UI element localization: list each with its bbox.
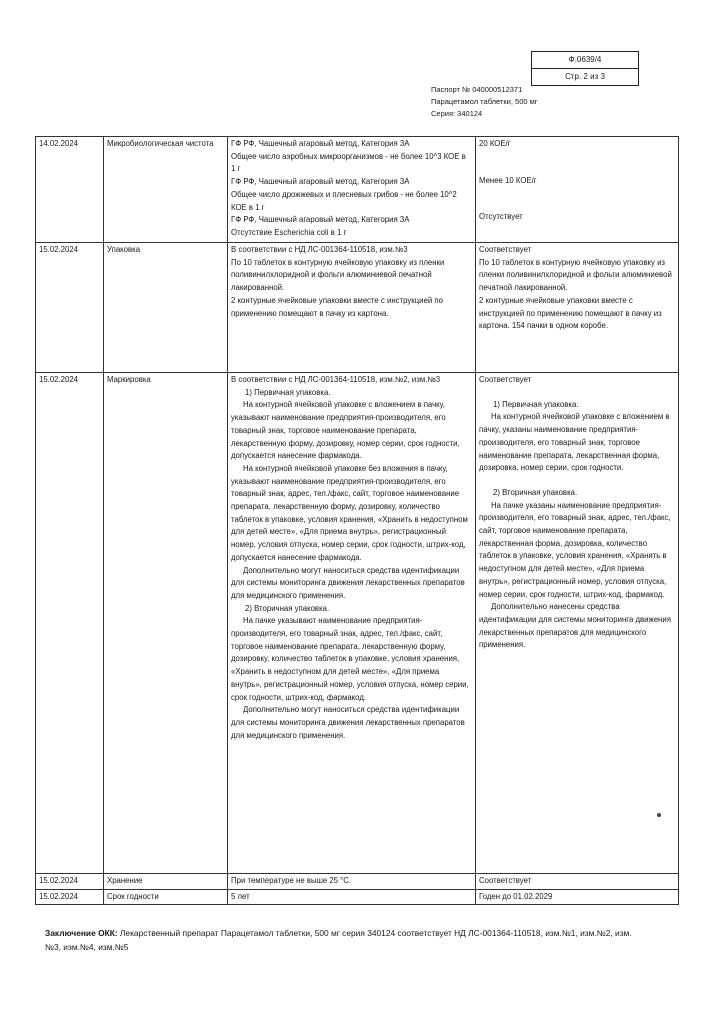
passport-series: Серия: 340124	[431, 109, 483, 118]
res-text: По 10 таблеток в контурную ячейковую упаковку из пленки поливинилхлоридной и фольги алюминиевой печатной лакированной.	[479, 257, 672, 293]
passport-header	[431, 84, 538, 120]
row-date: 15.02.2024	[36, 373, 104, 874]
row-result	[476, 137, 679, 243]
table-row	[36, 889, 679, 905]
req-text: Общее число дрожжевых и плесневых грибов - не более 10^2 КОЕ в 1 г	[231, 189, 457, 212]
page-number: Стр. 2 из 3	[532, 68, 638, 85]
passport-product: Парацетамол таблетки, 500 мг	[431, 97, 538, 106]
row-result	[476, 373, 679, 874]
table-row	[36, 874, 679, 890]
req-text: ГФ РФ, Чашечный агаровый метод, Категория 3А	[231, 177, 410, 187]
req-text: ГФ РФ, Чашечный агаровый метод, Категория 3А	[231, 139, 410, 148]
res-text: На пачке указаны наименование предприятия-производителя, его товарный знак, адрес, тел./факс, сайт, торговое наименование препарата, лекарственная форма, дозировка, количество таблеток в упаковке, условия хранения, «Хранить в недоступном для детей месте», «Для приема внутрь», регистрационный номер, условия отпуска, номер серии, срок годности, штрих-код, фармакод.	[479, 500, 671, 599]
conclusion-label: Заключение ОКК:	[45, 928, 118, 938]
row-date: 15.02.2024	[36, 889, 104, 905]
table-row	[36, 243, 679, 373]
req-text: 2) Вторичная упаковка.	[245, 603, 330, 613]
test-results-table	[35, 136, 679, 905]
res-text: 2) Вторичная упаковка.	[493, 487, 578, 497]
row-date: 15.02.2024	[36, 874, 104, 890]
res-text: Дополнительно нанесены средства идентификации для системы мониторинга движения лекарственных препаратов для медицинского применения.	[479, 602, 671, 650]
row-name: Маркировка	[104, 373, 228, 874]
req-text: На пачке указывают наименование предприятия-производителя, его товарный знак, адрес, тел./факс, сайт, торговое наименование препарата, лекарственную форму, дозировку, количество таблеток в упаковке, условия хранения, «Хранить в недоступном для детей месте», «Для приема внутрь», регистрационный номер, условия отпуска, номер серии, срок годности, штрих-код, фармакод.	[231, 616, 469, 702]
row-date: 14.02.2024	[36, 137, 104, 243]
form-code-box	[531, 51, 639, 86]
req-text: Отсутствие Escherichia coli в 1 г	[231, 227, 347, 237]
row-name: Срок годности	[104, 889, 228, 905]
res-text: 1) Первичная упаковка.	[493, 399, 579, 409]
row-name: Микробиологическая чистота	[104, 137, 228, 243]
res-text: Соответствует	[479, 375, 532, 384]
req-text: Общее число аэробных микроорганизмов - не более 10^3 КОЕ в 1 г	[231, 151, 466, 174]
row-date: 15.02.2024	[36, 243, 104, 373]
res-text: Менее 10 КОЕ/г	[479, 175, 537, 185]
req-text: На контурной ячейковой упаковке с вложением в пачку, указывают наименование предприятия-производителя, его товарный знак, торговое наименование препарата, лекарственную форму, дозировку, номер серии, срок годности, допускается нанесение фармакода.	[231, 400, 460, 461]
req-text: ГФ РФ, Чашечный агаровый метод, Категория 3А	[231, 215, 410, 225]
row-name: Упаковка	[104, 243, 228, 373]
row-result: Соответствует	[476, 874, 679, 890]
res-text: 2 контурные ячейковые упаковки вместе с инструкцией по применению помещают в пачку из картона. 154 пачки в одном коробе.	[479, 295, 662, 331]
req-text: Дополнительно могут наноситься средства идентификации для системы мониторинга движения лекарственных препаратов для медицинского применения.	[231, 565, 465, 600]
req-text: По 10 таблеток в контурную ячейковую упаковку из пленки поливинилхлоридной и фольги алюминиевой печатной лакированной.	[231, 257, 445, 293]
row-result: Годен до 01.02.2029	[476, 889, 679, 905]
conclusion	[45, 926, 645, 954]
table-row	[36, 137, 679, 243]
passport-number: Паспорт № 040000512371	[431, 85, 523, 94]
req-text: В соответствии с НД ЛС-001364-110518, изм.№2, изм.№3	[231, 375, 441, 384]
row-requirement: 5 лет	[228, 889, 476, 905]
scan-dot	[657, 813, 661, 817]
req-text: На контурной ячейковой упаковке без вложения в пачку, указывают наименование предприятия-производителя, его товарный знак, адрес, тел./факс, сайт, торговое наименование препарата, лекарственную форму, дозировку, количество таблеток в упаковке, условия хранения, «Хранить в недоступном для детей месте», «Для приема внутрь», регистрационный номер, условия отпуска, номер серии, срок годности, штрих-код, допускается нанесение фармакода.	[231, 463, 468, 562]
form-code: Ф.0639/4	[568, 55, 602, 64]
req-text: 2 контурные ячейковые упаковки вместе с инструкцией по применению помещают в пачку из картона.	[231, 295, 443, 318]
req-text: Дополнительно могут наноситься средства идентификации для системы мониторинга движения лекарственных препаратов для медицинского применения.	[231, 705, 465, 740]
res-text: 20 КОЕ/г	[479, 139, 511, 148]
table-row	[36, 373, 679, 874]
res-text: Отсутствует	[479, 212, 523, 222]
req-text: В соответствии с НД ЛС-001364-110518, изм.№3	[231, 245, 408, 254]
res-text: На контурной ячейковой упаковке с вложением в пачку, указаны наименование предприятия-производителя, его товарный знак, торговое наименование препарата, лекарственная форма, дозировка, номер серии, срок годности.	[479, 412, 670, 473]
req-text: 1) Первичная упаковка.	[245, 387, 331, 397]
conclusion-text: Лекарственный препарат Парацетамол таблетки, 500 мг серия 340124 соответствует НД ЛС-001364-110518, изм.№1, изм.№2, изм.№3, изм.№4, изм.№5	[45, 928, 632, 952]
row-requirement: При температуре не выше 25 °С.	[228, 874, 476, 890]
row-result	[476, 243, 679, 373]
res-text: Соответствует	[479, 245, 532, 254]
row-requirement	[228, 243, 476, 373]
row-requirement	[228, 137, 476, 243]
row-name: Хранение	[104, 874, 228, 890]
row-requirement	[228, 373, 476, 874]
